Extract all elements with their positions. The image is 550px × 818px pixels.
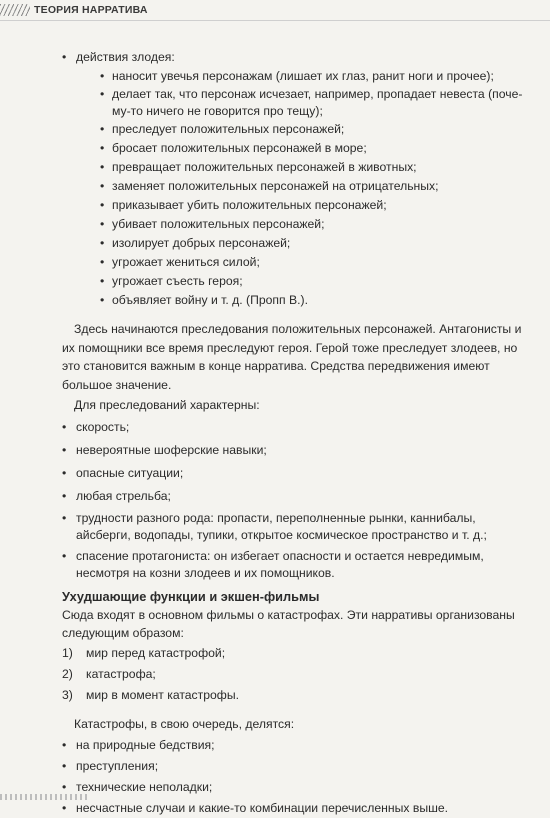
- section-heading: Ухудшающие функции и экшен-фильмы: [62, 589, 320, 604]
- chase-list: [62, 418, 532, 582]
- numbered-item: [62, 665, 532, 684]
- item-number: 3): [62, 688, 73, 702]
- disaster-list: [62, 736, 532, 818]
- villain-action-item: • изолирует добрых персонажей;: [76, 234, 532, 253]
- chase-intro: Для преследований характерны:: [74, 398, 260, 412]
- item-text: мир перед катастрофой;: [86, 646, 226, 660]
- villain-list-item: [62, 48, 532, 310]
- villain-action-item: • объявляет войну и т. д. (Пропп В.).: [76, 291, 532, 310]
- header-divider: [0, 20, 550, 21]
- villain-list: [62, 48, 532, 310]
- numbered-item: [62, 686, 532, 705]
- running-title: ТЕОРИЯ НАРРАТИВА: [34, 4, 148, 16]
- page-body: [62, 48, 532, 818]
- item-number: 1): [62, 646, 73, 660]
- villain-action-item: • угрожает съесть героя;: [76, 272, 532, 291]
- chase-item: • трудности разного рода: пропасти, переполненные рынки, каннибалы, айсберги, водопады, тупики, открытое космическое пространство и т. д.;: [62, 510, 532, 544]
- villain-action-item: • превращает положительных персонажей в животных;: [76, 158, 532, 177]
- chase-item: • опасные ситуации;: [62, 464, 532, 483]
- villain-action-item: • наносит увечья персонажам (лишает их глаз, ранит ноги и прочее);: [76, 67, 532, 86]
- villain-action-item: • заменяет положительных персонажей на отрицательных;: [76, 177, 532, 196]
- villain-action-item: • убивает положительных персонажей;: [76, 215, 532, 234]
- chase-item: • спасение протагониста: он избегает опасности и остается невредимым, несмотря на козни злодеев и их помощников.: [62, 548, 532, 582]
- chase-item: • скорость;: [62, 418, 532, 437]
- disaster-item: • преступления;: [62, 757, 532, 776]
- villain-actions: [76, 67, 532, 310]
- disaster-intro: Катастрофы, в свою очередь, делятся:: [74, 717, 295, 731]
- numbered-item: [62, 644, 532, 663]
- disaster-item: • технические неполадки;: [62, 778, 532, 797]
- chase-item: • любая стрельба;: [62, 487, 532, 506]
- disaster-item: • несчастные случаи и какие-то комбинации перечисленных выше.: [62, 799, 532, 818]
- item-text: мир в момент катастрофы.: [86, 688, 239, 702]
- villain-label: действия злодея:: [76, 50, 175, 64]
- chase-item: • невероятные шоферские навыки;: [62, 441, 532, 460]
- item-number: 2): [62, 667, 73, 681]
- villain-action-item: • угрожает жениться силой;: [76, 253, 532, 272]
- villain-action-item: • делает так, что персонаж исчезает, например, пропадает невеста (поче-му-то ничего не говорится про тещу);: [76, 86, 532, 120]
- villain-action-item: • преследует положительных персонажей;: [76, 120, 532, 139]
- running-header: [0, 0, 550, 20]
- paragraph-disasters: Сюда входят в основном фильмы о катастрофах. Эти нарративы организованы следующим образом:: [62, 608, 515, 640]
- villain-action-item: • приказывает убить положительных персонажей;: [76, 196, 532, 215]
- numbered-list: [62, 644, 532, 705]
- disaster-item: • на природные бедствия;: [62, 736, 532, 755]
- footer-decoration: [0, 794, 90, 800]
- header-hatch-decoration: [0, 4, 30, 16]
- paragraph-chase: Здесь начинаются преследования положительных персонажей. Антагонисты и их помощники все время преследуют героя. Герой тоже преследует злодеев, но это становится важным в конце нарратива. Средства передвижения имеют большое значение.: [62, 322, 522, 392]
- villain-action-item: • бросает положительных персонажей в море;: [76, 139, 532, 158]
- item-text: катастрофа;: [86, 667, 156, 681]
